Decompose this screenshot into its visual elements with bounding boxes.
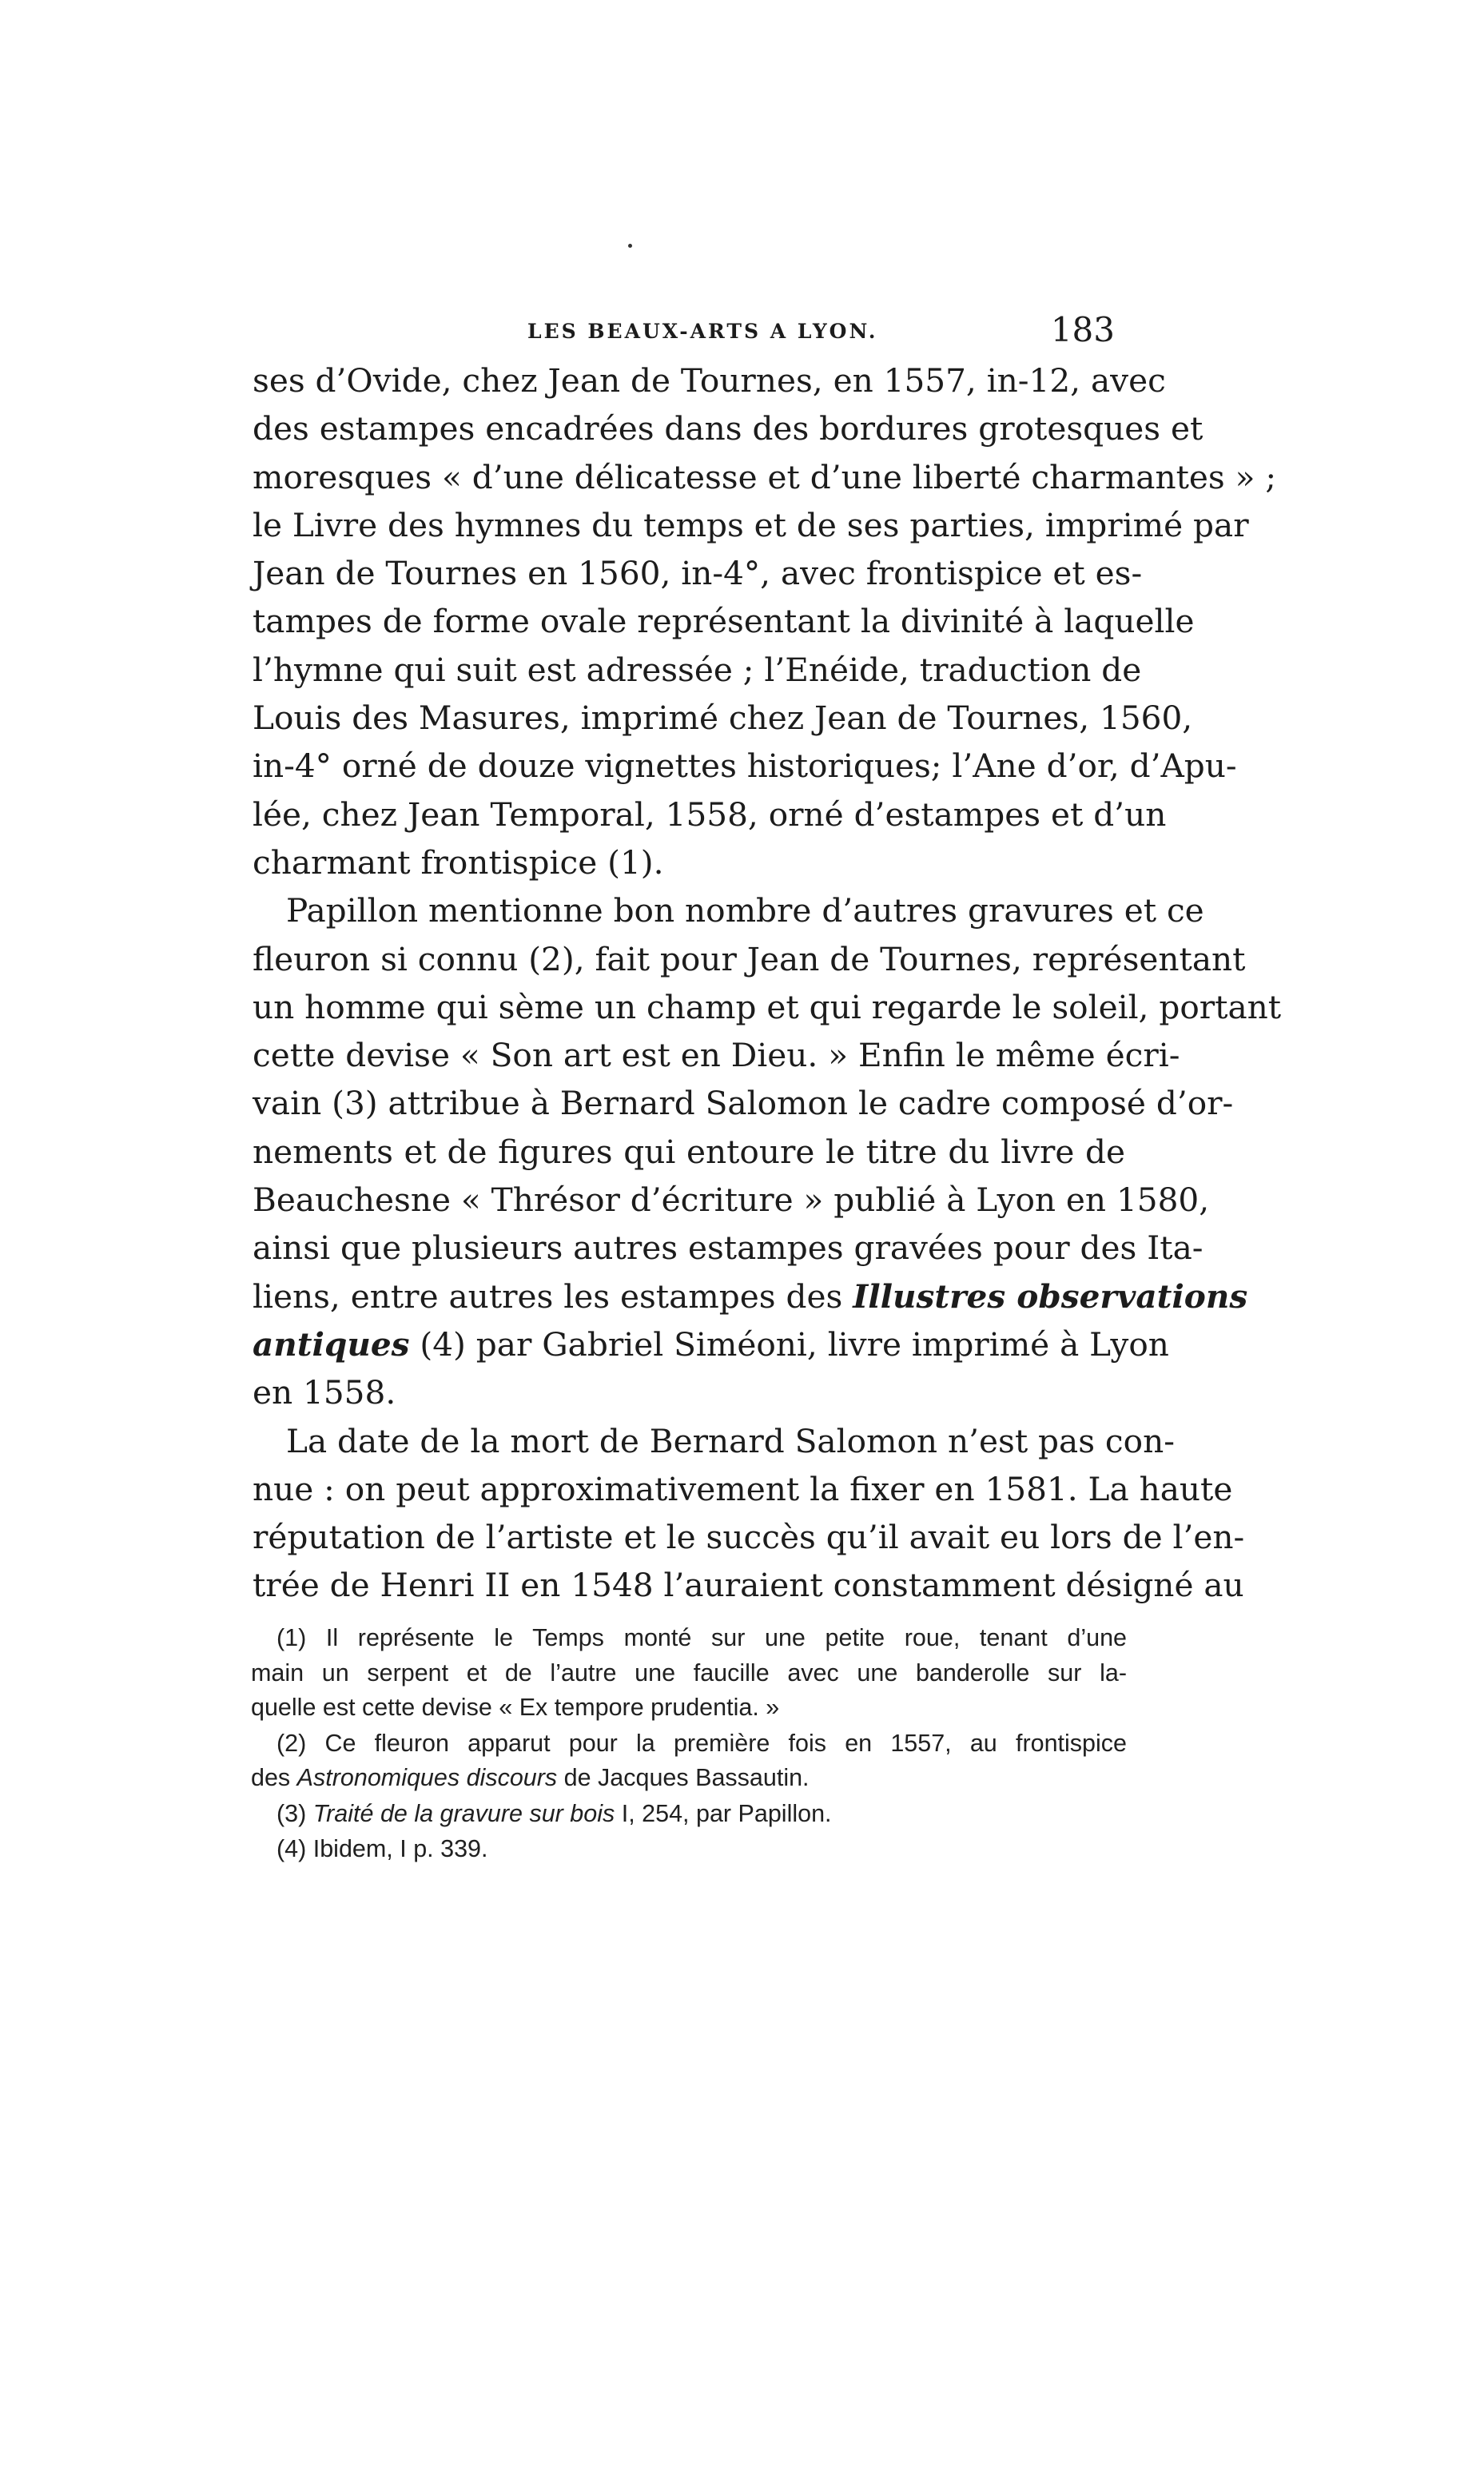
footnote-4 bbox=[251, 1832, 1127, 1867]
footnote-line: quelle est cette devise « Ex tempore prudentia. » bbox=[251, 1694, 780, 1721]
text-line: charmant frontispice (1). bbox=[253, 842, 664, 882]
book-title: antiques bbox=[253, 1324, 410, 1364]
ink-speck bbox=[628, 244, 632, 248]
text-line: lée, chez Jean Temporal, 1558, orné d’estampes et d’un bbox=[253, 794, 1167, 834]
footnote-3 bbox=[251, 1797, 1127, 1832]
text-line: trée de Henri II en 1548 l’auraient constamment désigné au bbox=[253, 1566, 1244, 1605]
book-title: Traité de la gravure sur bois bbox=[312, 1799, 615, 1827]
text-run: des bbox=[251, 1764, 291, 1791]
footnote-line: main un serpent et de l’autre une faucille avec une banderolle sur la- bbox=[251, 1659, 1127, 1686]
text-line: moresques « d’une délicatesse et d’une liberté charmantes » ; bbox=[253, 457, 1277, 496]
footnote-line: (4) Ibidem, I p. 339. bbox=[277, 1835, 488, 1862]
text-line: La date de la mort de Bernard Salomon n’est pas con- bbox=[286, 1421, 1175, 1460]
text-line: ses d’Ovide, chez Jean de Tournes, en 1557, in-12, avec bbox=[253, 361, 1166, 400]
text-line: in-4° orné de douze vignettes historiques; l’Ane d’or, d’Apu- bbox=[253, 747, 1237, 786]
text-line: le Livre des hymnes du temps et de ses parties, imprimé par bbox=[253, 505, 1249, 544]
text-line: en 1558. bbox=[253, 1373, 396, 1412]
text-line: tampes de forme ovale représentant la divinité à laquelle bbox=[253, 602, 1195, 641]
text-line: un homme qui sème un champ et qui regarde le soleil, portant bbox=[253, 987, 1282, 1026]
footnote-line bbox=[251, 1761, 1127, 1796]
text-line bbox=[253, 1320, 1169, 1368]
text-line: Louis des Masures, imprimé chez Jean de Tournes, 1560, bbox=[253, 699, 1193, 738]
text-line: vain (3) attribue à Bernard Salomon le cadre composé d’or- bbox=[253, 1084, 1234, 1123]
text-run: liens, entre autres les estampes des bbox=[253, 1276, 843, 1316]
text-line: nements et de figures qui entoure le titre du livre de bbox=[253, 1132, 1125, 1171]
footnote-line: (1) Il représente le Temps monté sur une petite roue, tenant d’une bbox=[277, 1624, 1127, 1651]
book-title: Astronomiques discours bbox=[296, 1764, 558, 1791]
text-run: (3) bbox=[277, 1799, 307, 1827]
page-header bbox=[256, 310, 1131, 358]
text-line: nue : on peut approximativement la fixer en 1581. La haute bbox=[253, 1469, 1233, 1508]
page-number: 183 bbox=[1050, 310, 1115, 349]
text-line: cette devise « Son art est en Dieu. » Enfin le même écri- bbox=[253, 1036, 1180, 1075]
text-line bbox=[253, 1272, 1248, 1320]
text-line: ainsi que plusieurs autres estampes gravées pour des Ita- bbox=[253, 1229, 1204, 1268]
body-text bbox=[253, 356, 1282, 1610]
text-run: de Jacques Bassautin. bbox=[563, 1764, 810, 1791]
text-line: fleuron si connu (2), fait pour Jean de Tournes, représentant bbox=[253, 939, 1246, 978]
book-title: Illustres observations bbox=[853, 1276, 1248, 1316]
text-run: I, 254, par Papillon. bbox=[621, 1799, 832, 1827]
text-line: l’hymne qui suit est adressée ; l’Enéide, traduction de bbox=[253, 650, 1142, 689]
text-line: des estampes encadrées dans des bordures grotesques et bbox=[253, 409, 1204, 448]
footnote-line bbox=[251, 1797, 1127, 1832]
text-line: Jean de Tournes en 1560, in-4°, avec frontispice et es- bbox=[253, 554, 1143, 593]
running-title: LES BEAUX-ARTS A LYON. bbox=[527, 320, 878, 343]
footnote-1 bbox=[251, 1621, 1127, 1726]
footnote-2 bbox=[251, 1726, 1127, 1796]
footnote-line: (2) Ce fleuron apparut pour la première fois en 1557, au frontispice bbox=[277, 1729, 1127, 1757]
text-run: (4) par Gabriel Siméoni, livre imprimé à Lyon bbox=[420, 1324, 1169, 1364]
text-line: réputation de l’artiste et le succès qu’il avait eu lors de l’en- bbox=[253, 1518, 1245, 1557]
footnotes bbox=[251, 1621, 1127, 1868]
text-line: Papillon mentionne bon nombre d’autres gravures et ce bbox=[286, 891, 1204, 930]
text-line: Beauchesne « Thrésor d’écriture » publié à Lyon en 1580, bbox=[253, 1181, 1210, 1220]
